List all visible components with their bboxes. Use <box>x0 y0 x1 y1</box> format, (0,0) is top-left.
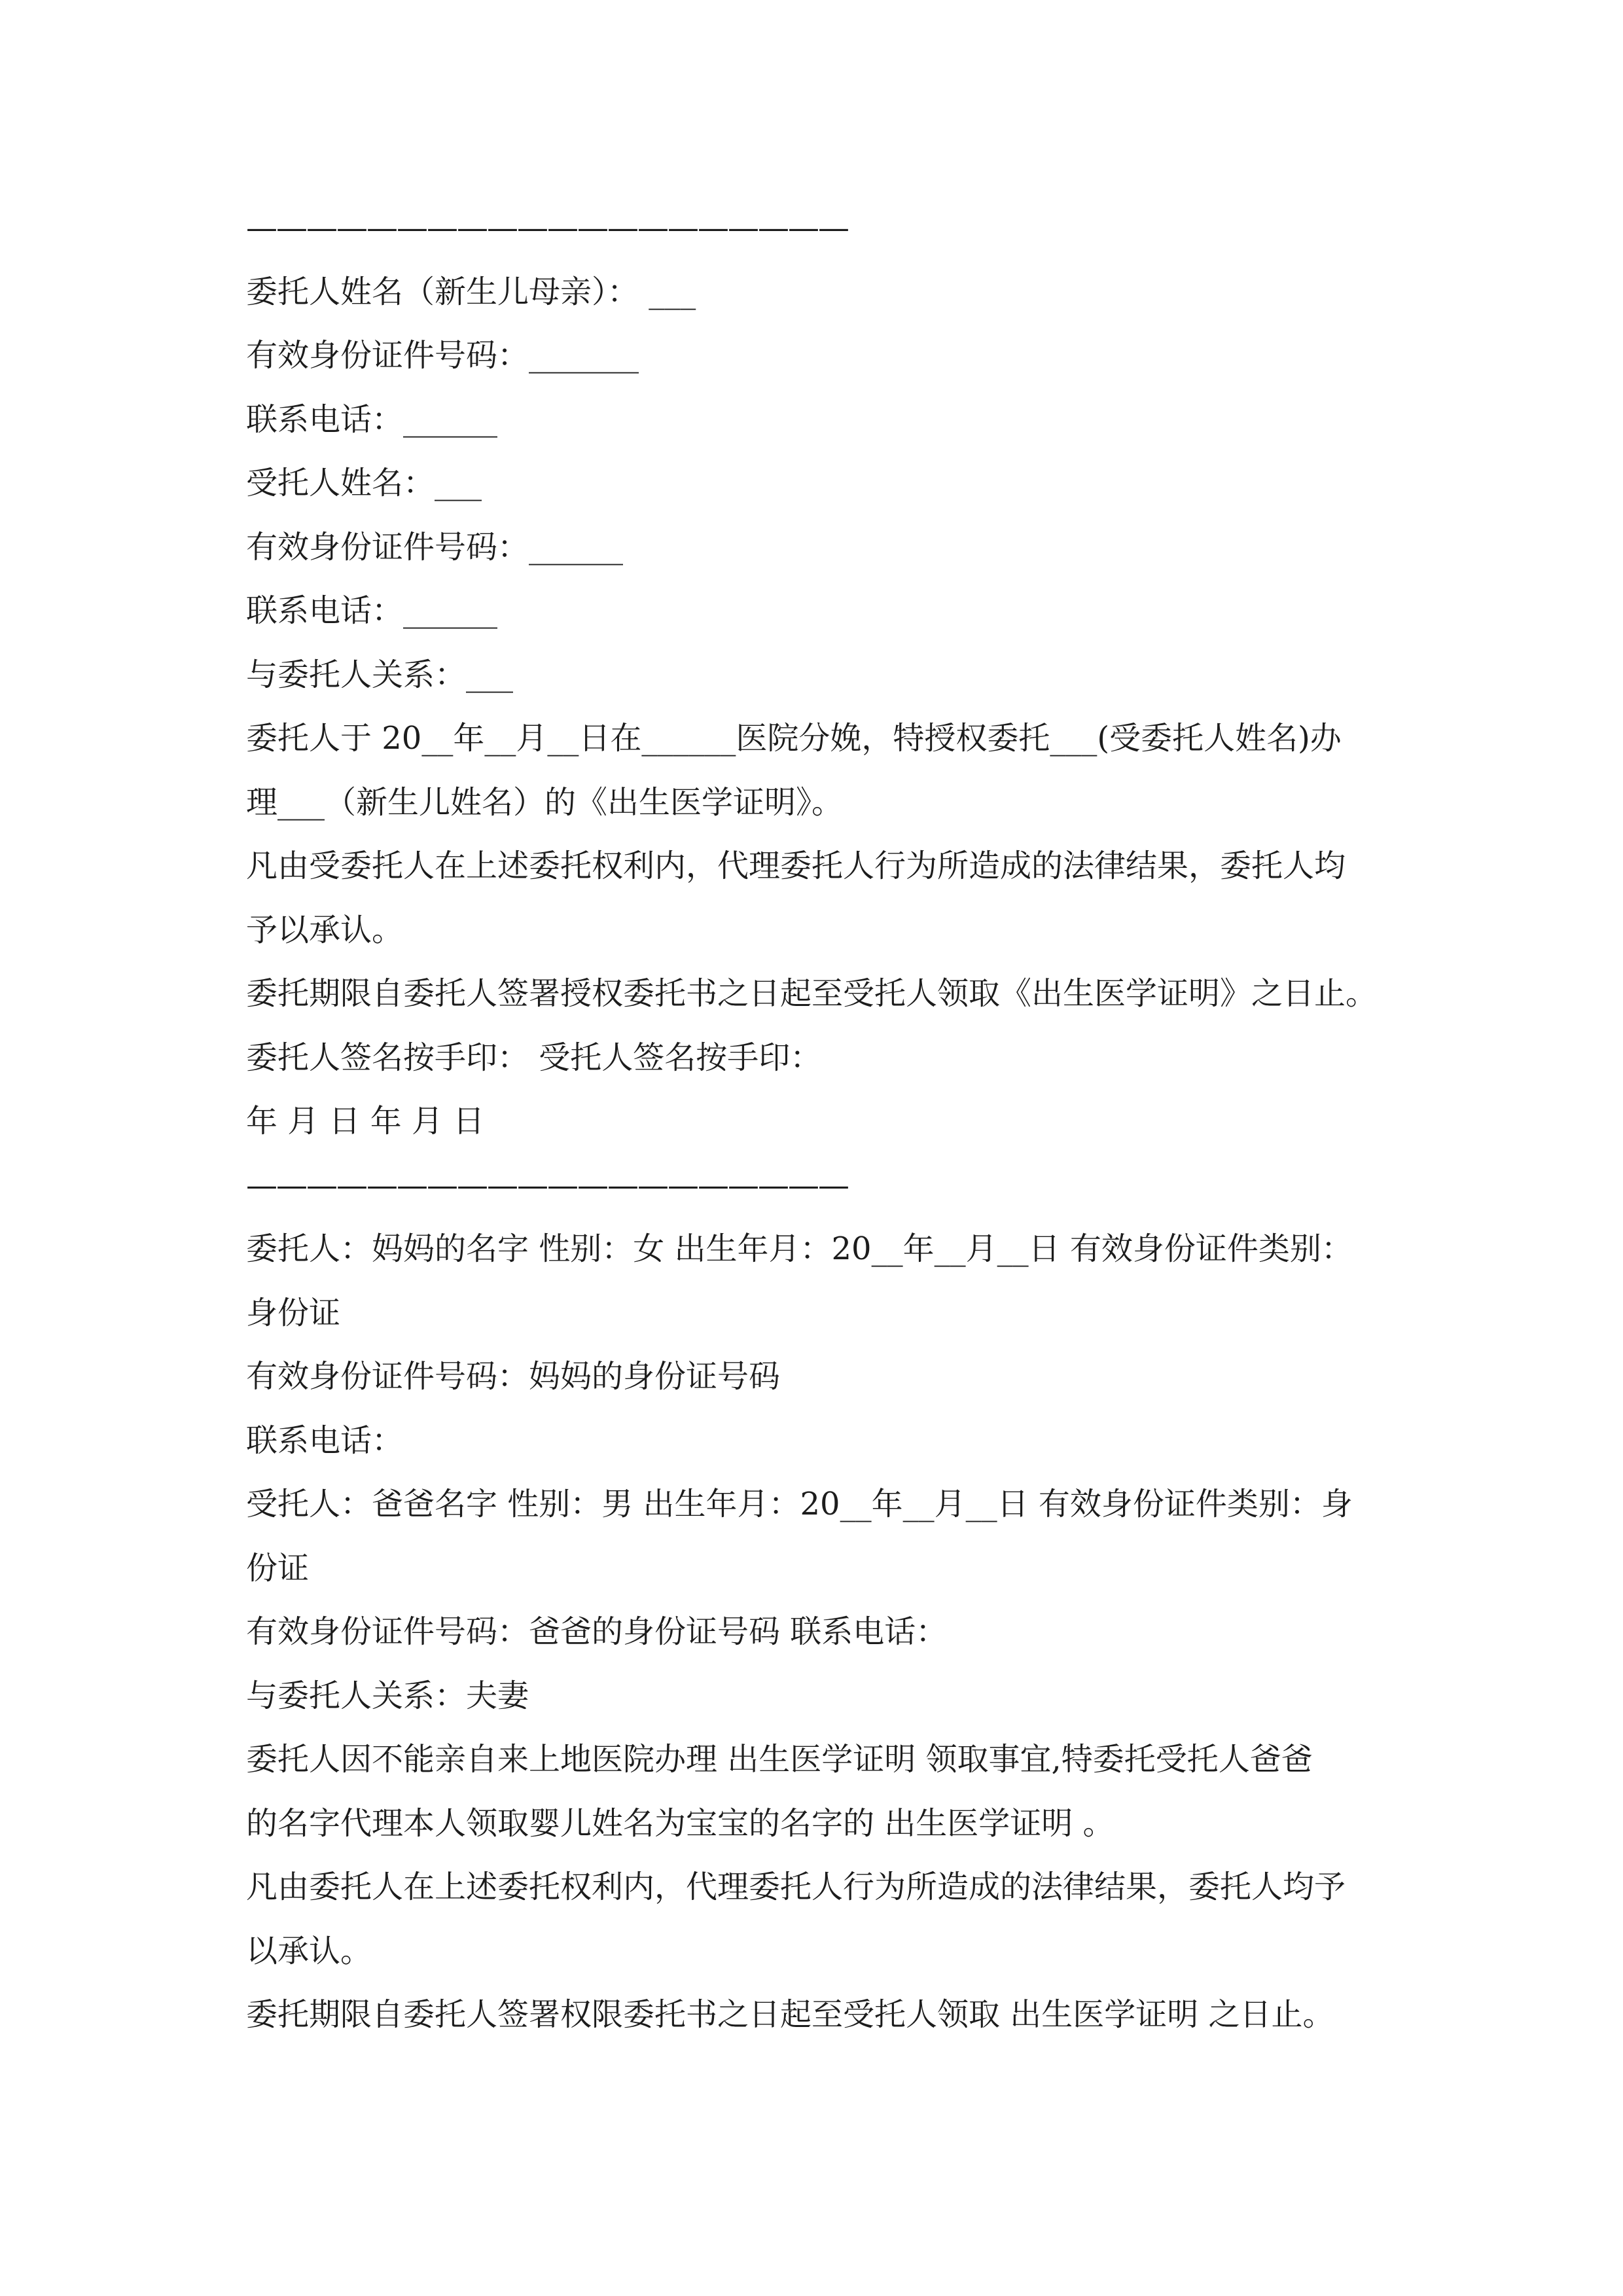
sample-term-line: 委托期限自委托人签署权限委托书之日起至受托人领取 出生医学证明 之日止。 <box>246 1996 1334 2033</box>
authorization-paragraph-line-1: 委托人于 20__年__月__日在______医院分娩，特授权委托___(受委托人姓名)办 <box>246 720 1342 757</box>
sample-principal-phone-line: 联系电话： <box>246 1422 404 1459</box>
term-paragraph: 委托期限自委托人签署授权委托书之日起至受托人领取《出生医学证明》之日止。 <box>246 975 1378 1012</box>
principal-phone-line: 联系电话：______ <box>246 401 498 438</box>
sample-authorization-line-2: 的名字代理本人领取婴儿姓名为宝宝的名字的 出生医学证明 。 <box>246 1804 1115 1842</box>
document-body <box>246 196 1418 2047</box>
sample-authorization-line-1: 委托人因不能亲自来上地医院办理 出生医学证明 领取事宜,特委托受托人爸爸 <box>246 1741 1313 1778</box>
agent-phone-line: 联系电话：______ <box>246 592 498 629</box>
sample-agent-line-1: 受托人：爸爸名字 性别：男 出生年月：20__年__月__日 有效身份证件类别：身 <box>246 1486 1353 1522</box>
sample-agent-id-phone-line: 有效身份证件号码：爸爸的身份证号码 联系电话： <box>246 1613 948 1650</box>
sample-liability-line-1: 凡由委托人在上述委托权利内，代理委托人行为所造成的法律结果，委托人均予 <box>246 1869 1346 1905</box>
authorization-paragraph-line-2: 理___（新生儿姓名）的《出生医学证明》。 <box>246 783 844 821</box>
agent-name-line: 受托人姓名：___ <box>246 465 482 501</box>
liability-paragraph-line-2: 予以承认。 <box>246 911 404 948</box>
sample-principal-line-1: 委托人：妈妈的名字 性别：女 出生年月：20__年__月__日 有效身份证件类别： <box>246 1230 1353 1267</box>
section-divider-middle: ———————————————————— <box>246 1166 848 1204</box>
sample-relationship-line: 与委托人关系：夫妻 <box>246 1677 529 1714</box>
principal-id-line: 有效身份证件号码：_______ <box>246 337 639 374</box>
section-divider-top: ———————————————————— <box>246 209 848 246</box>
sample-principal-id-line: 有效身份证件号码：妈妈的身份证号码 <box>246 1358 781 1395</box>
liability-paragraph-line-1: 凡由受委托人在上述委托权利内，代理委托人行为所造成的法律结果，委托人均 <box>246 848 1346 884</box>
sample-agent-line-2: 份证 <box>246 1549 310 1587</box>
sample-liability-line-2: 以承认。 <box>246 1932 372 1969</box>
relationship-line: 与委托人关系：___ <box>246 656 514 693</box>
date-line: 年 月 日 年 月 日 <box>246 1103 485 1139</box>
signature-line: 委托人签名按手印： 受托人签名按手印： <box>246 1039 822 1076</box>
principal-name-line: 委托人姓名（新生儿母亲）： ___ <box>246 273 696 310</box>
sample-principal-line-2: 身份证 <box>246 1294 341 1331</box>
agent-id-line: 有效身份证件号码：______ <box>246 528 624 565</box>
